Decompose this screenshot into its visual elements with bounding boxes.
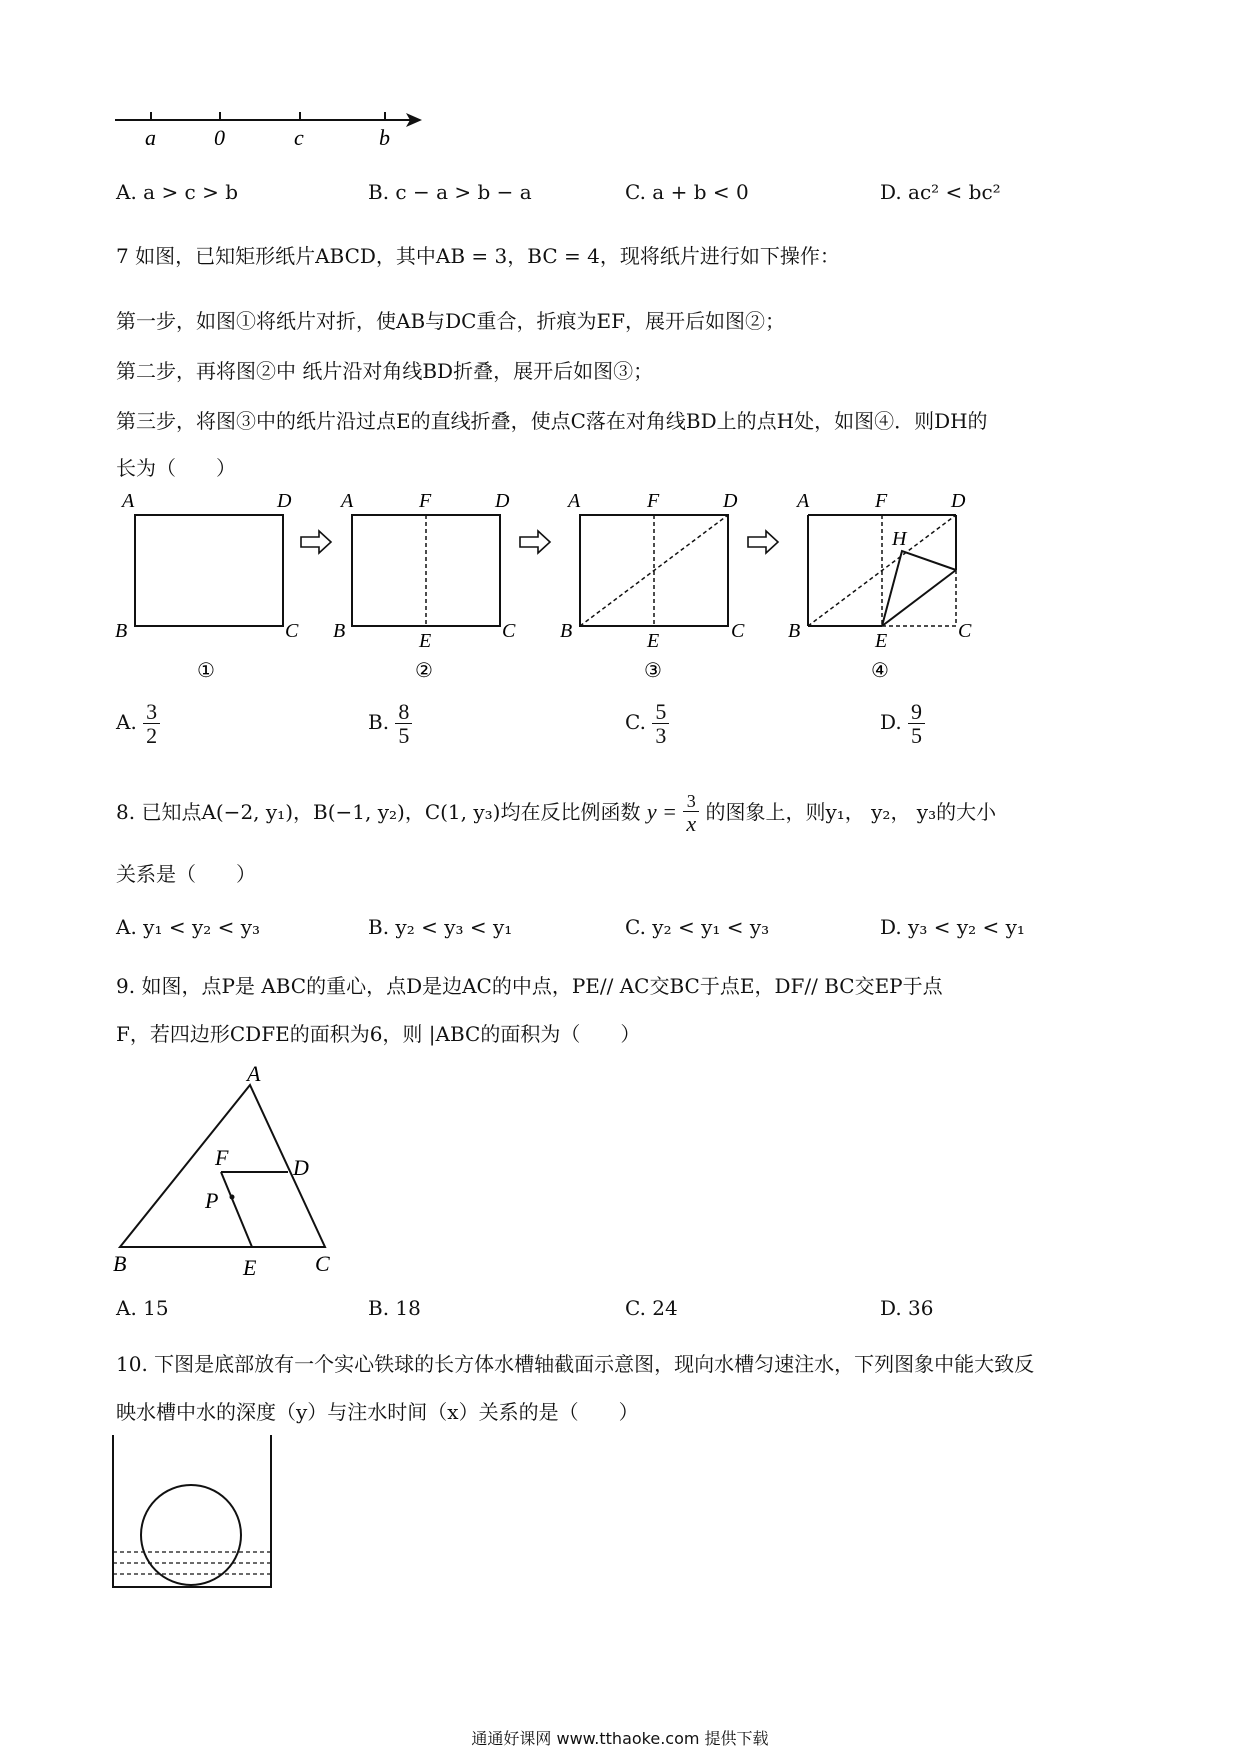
svg-text:C: C (502, 620, 516, 642)
q7-stem-line5: 长为（ ） (116, 456, 236, 480)
svg-text:E: E (419, 630, 432, 652)
svg-text:C: C (731, 620, 745, 642)
q8-stem-line2: 关系是（ ） (116, 862, 256, 886)
fig-label-3: ③ (644, 658, 662, 682)
q8-option-d: D. y₃ < y₂ < y₁ (880, 915, 1025, 939)
svg-text:D: D (723, 490, 738, 512)
svg-text:F: F (647, 490, 660, 512)
numberline-label-c: c (294, 125, 304, 150)
svg-text:A: A (568, 490, 581, 512)
q8-option-a: A. y₁ < y₂ < y₃ (116, 915, 261, 939)
svg-text:D: D (951, 490, 966, 512)
q9-stem-line1: 9. 如图，点P是 ABC的重心，点D是边AC的中点，PE// AC交BC于点E，DF// BC交EP于点 (116, 974, 943, 998)
svg-text:B: B (115, 620, 128, 642)
svg-text:D: D (277, 490, 292, 512)
q6-option-b: B. c − a > b − a (368, 180, 532, 204)
svg-text:H: H (892, 528, 907, 550)
svg-text:F: F (215, 1145, 229, 1170)
q9-option-a: A. 15 (116, 1296, 169, 1320)
svg-text:B: B (333, 620, 346, 642)
q8-option-b: B. y₂ < y₃ < y₁ (368, 915, 513, 939)
svg-text:B: B (788, 620, 801, 642)
fig-label-2: ② (415, 658, 433, 682)
fig-label-1: ① (197, 658, 215, 682)
svg-text:P: P (205, 1188, 219, 1213)
svg-text:F: F (875, 490, 888, 512)
svg-text:A: A (797, 490, 810, 512)
svg-text:B: B (113, 1251, 127, 1276)
q10-stem-line2: 映水槽中水的深度（y）与注水时间（x）关系的是（ ） (116, 1400, 639, 1424)
q6-option-c: C. a + b < 0 (625, 180, 749, 204)
svg-text:D: D (495, 490, 510, 512)
q9-triangle-figure (105, 1065, 365, 1285)
q7-stem-line3: 第二步，再将图②中 纸片沿对角线BD折叠，展开后如图③； (116, 359, 654, 383)
q8-stem-line1: 8. 已知点A(−2, y₁)，B(−1, y₂)，C(1, y₃)均在反比例函数 y = $\frac{3}{x}$ 的图象上，则y₁， y₂， y₃的大小 (116, 791, 997, 836)
q10-stem-line1: 10. 下图是底部放有一个实心铁球的长方体水槽轴截面示意图，现向水槽匀速注水，下列图象中能大致反 (116, 1352, 1035, 1376)
svg-text:C: C (315, 1251, 330, 1276)
q6-option-a: A. a > c > b (116, 180, 239, 204)
q7-option-a: A. $\frac{3}{2}$ (116, 700, 160, 747)
svg-text:F: F (419, 490, 432, 512)
q6-option-d: D. ac² < bc² (880, 180, 1001, 204)
svg-text:E: E (243, 1255, 257, 1280)
numberline-label-b: b (379, 125, 390, 150)
q8-option-c: C. y₂ < y₁ < y₃ (625, 915, 770, 939)
svg-text:A: A (247, 1065, 261, 1086)
q9-option-d: D. 36 (880, 1296, 934, 1320)
q7-stem-line1: 7 如图，已知矩形纸片ABCD，其中AB = 3，BC = 4，现将纸片进行如下操作： (116, 244, 840, 268)
svg-text:C: C (958, 620, 972, 642)
svg-text:E: E (875, 630, 888, 652)
q7-option-d: D. $\frac{9}{5}$ (880, 700, 925, 747)
numberline-label-0: 0 (214, 125, 225, 150)
svg-text:A: A (341, 490, 354, 512)
q9-option-c: C. 24 (625, 1296, 678, 1320)
q7-fold-figures (105, 485, 985, 685)
q7-stem-line2: 第一步，如图①将纸片对折，使AB与DC重合，折痕为EF，展开后如图②； (116, 309, 785, 333)
q9-stem-line2: F，若四边形CDFE的面积为6，则 |ABC的面积为（ ） (116, 1022, 641, 1046)
number-line-figure (110, 100, 430, 160)
q7-option-b: B. $\frac{8}{5}$ (368, 700, 412, 747)
svg-text:D: D (293, 1155, 309, 1180)
svg-text:C: C (285, 620, 299, 642)
page-footer: 通通好课网 www.tthaoke.com 提供下载 (471, 1729, 769, 1748)
q9-option-b: B. 18 (368, 1296, 421, 1320)
q10-water-tank-figure (105, 1430, 285, 1595)
numberline-label-a: a (145, 125, 156, 150)
q7-stem-line4: 第三步，将图③中的纸片沿过点E的直线折叠，使点C落在对角线BD上的点H处，如图④．则DH的 (116, 409, 988, 433)
svg-text:E: E (647, 630, 660, 652)
svg-text:A: A (122, 490, 135, 512)
fig-label-4: ④ (871, 658, 889, 682)
q7-option-c: C. $\frac{5}{3}$ (625, 700, 669, 747)
svg-text:B: B (560, 620, 573, 642)
